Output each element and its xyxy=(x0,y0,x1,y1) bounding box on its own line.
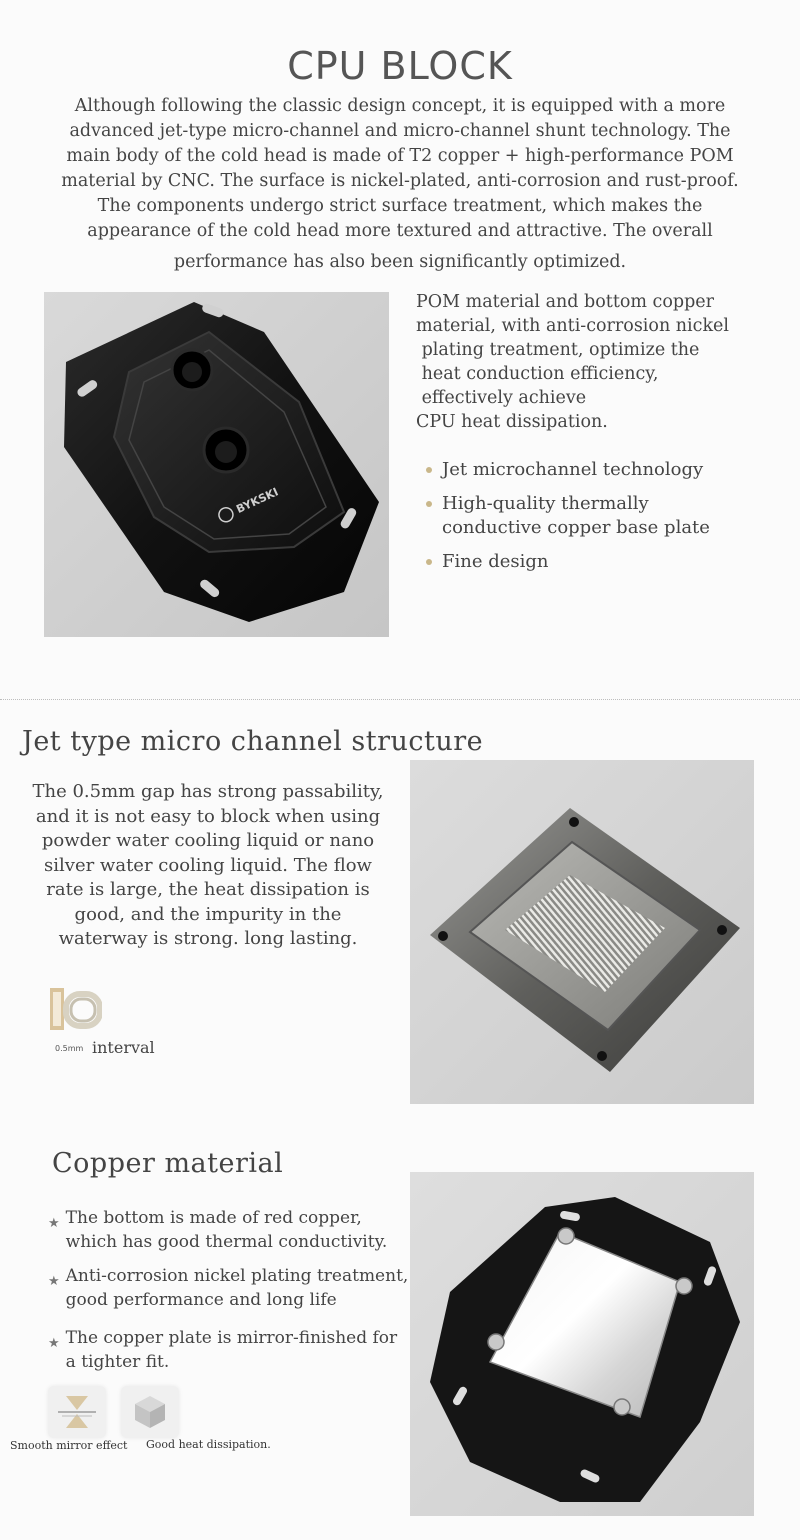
star-icon: ★ xyxy=(48,1336,60,1351)
copper-plate-illustration xyxy=(410,1172,754,1516)
jet-line: rate is large, the heat dissipation is xyxy=(46,879,370,900)
jet-section-title: Jet type micro channel structure xyxy=(22,726,484,757)
jet-line: waterway is strong. long lasting. xyxy=(58,928,358,949)
mirror-effect-icon xyxy=(48,1386,106,1438)
svg-text:BYKSKI: BYKSKI xyxy=(234,485,281,517)
feature-bullet-text: Jet microchannel technology xyxy=(442,459,704,480)
cube-icon xyxy=(121,1386,179,1438)
intro-line: The components undergo strict surface treatment, which makes the xyxy=(97,196,703,216)
intro-line: appearance of the cold head more textured and attractive. The overall xyxy=(87,221,713,241)
desc-line: material, with anti-corrosion nickel xyxy=(416,316,730,336)
heat-dissipation-tile xyxy=(121,1386,179,1438)
bullet-dot-icon xyxy=(426,467,432,473)
cpu-block-illustration xyxy=(44,292,389,637)
bullet-dot-icon xyxy=(426,501,432,507)
micro-channel-image xyxy=(410,760,754,1104)
feature-bullet xyxy=(422,458,792,482)
copper-feature-text: The copper plate is mirror-finished for a tighter fit. xyxy=(65,1328,398,1372)
copper-feature-item xyxy=(48,1206,418,1254)
interval-gap-icon xyxy=(50,988,102,1034)
intro-line: performance has also been significantly optimized. xyxy=(173,252,627,272)
copper-plate-image xyxy=(410,1172,754,1516)
gap-value-label: 0.5mm xyxy=(55,1044,84,1053)
feature-bullet xyxy=(422,492,792,540)
copper-section-title: Copper material xyxy=(52,1148,284,1179)
section-divider xyxy=(0,699,800,700)
jet-line: and it is not easy to block when using xyxy=(35,805,381,827)
desc-line: effectively achieve xyxy=(416,388,587,408)
page-title: CPU BLOCK xyxy=(287,44,513,88)
desc-line: CPU heat dissipation. xyxy=(416,412,608,432)
jet-description xyxy=(10,780,406,952)
star-icon: ★ xyxy=(48,1274,60,1289)
mirror-effect-tile xyxy=(48,1386,106,1438)
desc-line: POM material and bottom copper xyxy=(416,292,715,312)
intro-line: Although following the classic design concept, it is equipped with a more xyxy=(74,96,726,116)
mirror-effect-label: Smooth mirror effect xyxy=(10,1439,128,1452)
heat-dissipation-label: Good heat dissipation. xyxy=(146,1438,271,1451)
interval-label: interval xyxy=(92,1038,155,1057)
feature-bullet-text: High-quality thermally conductive copper base plate xyxy=(442,493,710,538)
desc-line: plating treatment, optimize the xyxy=(416,340,700,360)
feature-bullet-text: Fine design xyxy=(442,551,549,572)
jet-line: powder water cooling liquid or nano xyxy=(41,830,375,851)
jet-line: silver water cooling liquid. The flow xyxy=(44,854,372,876)
star-icon: ★ xyxy=(48,1216,60,1231)
micro-channel-illustration xyxy=(410,760,754,1104)
overview-description xyxy=(416,290,786,434)
intro-paragraph xyxy=(30,94,770,275)
intro-line: main body of the cold head is made of T2 copper + high-performance POM xyxy=(66,146,734,166)
jet-line: The 0.5mm gap has strong passability, xyxy=(32,781,384,802)
copper-feature-text: Anti-corrosion nickel plating treatment, good performance and long life xyxy=(65,1266,409,1310)
jet-line: good, and the impurity in the xyxy=(74,903,342,925)
bullet-dot-icon xyxy=(426,559,432,565)
feature-bullet xyxy=(422,550,792,574)
desc-line: heat conduction efficiency, xyxy=(416,364,659,384)
copper-feature-text: The bottom is made of red copper, which has good thermal conductivity. xyxy=(65,1208,388,1252)
feature-bullet-list xyxy=(422,458,792,584)
intro-line: advanced jet-type micro-channel and micro-channel shunt technology. The xyxy=(69,121,731,141)
cpu-block-image xyxy=(44,292,389,637)
copper-feature-list xyxy=(48,1206,418,1384)
copper-feature-item xyxy=(48,1264,418,1312)
copper-feature-item xyxy=(48,1326,418,1374)
intro-line: material by CNC. The surface is nickel-plated, anti-corrosion and rust-proof. xyxy=(61,171,739,191)
